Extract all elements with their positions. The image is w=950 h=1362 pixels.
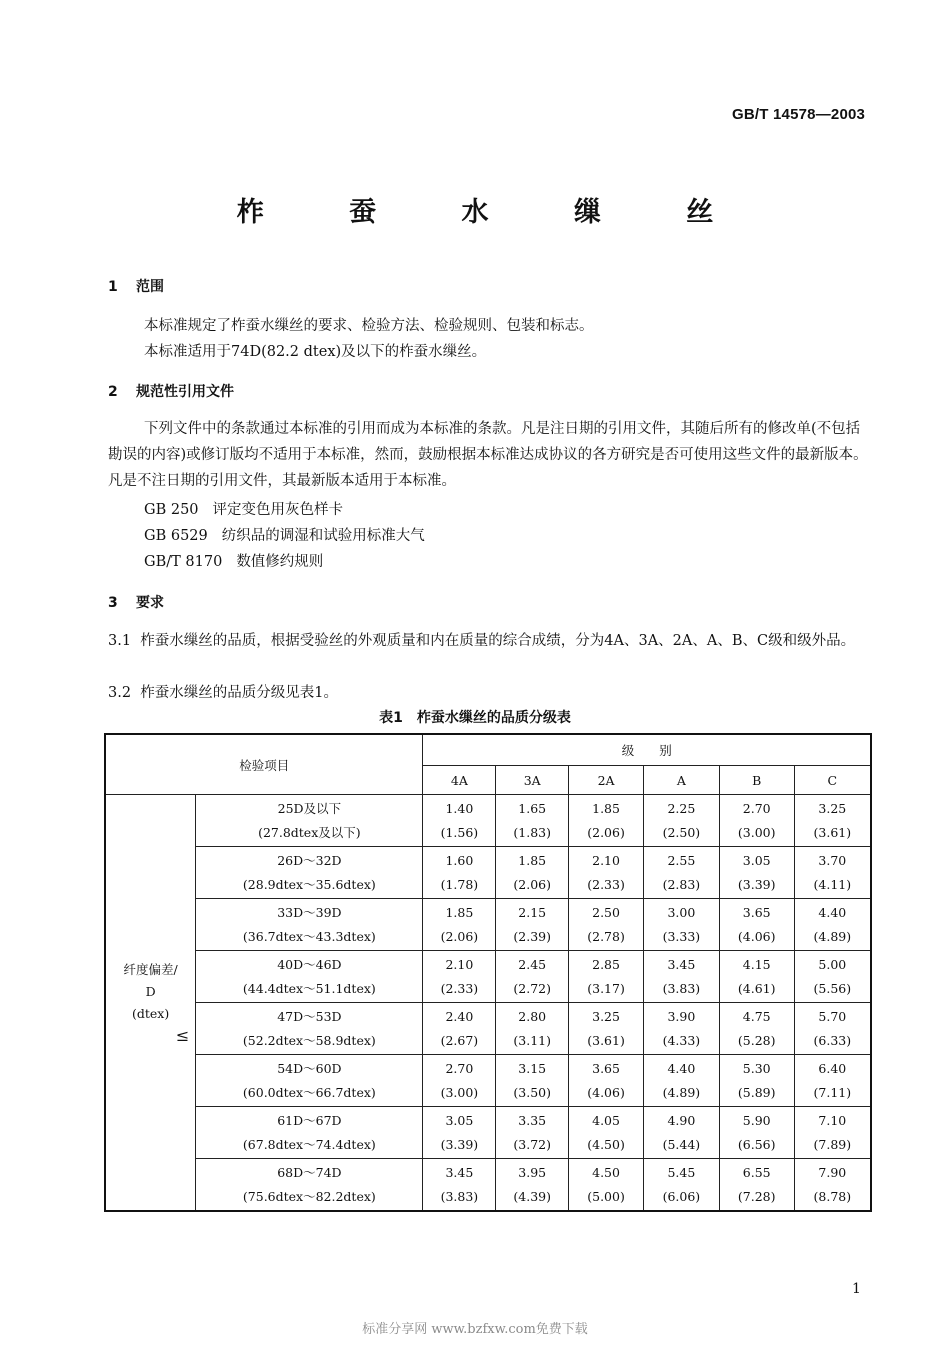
deviation-value-cell <box>794 951 871 1003</box>
deviation-d-value: 1.85 <box>592 800 620 816</box>
deviation-value-cell <box>496 951 569 1003</box>
deviation-dtex-value: (3.61) <box>587 1032 625 1048</box>
deviation-d-value: 2.70 <box>742 800 771 816</box>
grade-header: C <box>794 766 871 795</box>
deviation-value-cell <box>423 951 496 1003</box>
deviation-value-cell <box>719 951 794 1003</box>
section-number: 3 <box>108 595 118 611</box>
deviation-value-cell <box>643 1159 719 1212</box>
deviation-value-cell <box>719 1107 794 1159</box>
deviation-dtex-value: (6.56) <box>737 1136 776 1152</box>
deviation-value-cell <box>496 1107 569 1159</box>
deviation-d-value: 2.50 <box>592 904 620 920</box>
deviation-dtex-value: (3.33) <box>662 928 701 944</box>
row-group-label <box>105 795 196 1212</box>
fineness-range-text: (28.9dtex～35.6dtex) <box>242 876 376 892</box>
deviation-dtex-value: (5.28) <box>737 1032 776 1048</box>
fineness-range-text: 68D～74D <box>277 1164 342 1180</box>
deviation-d-value: 3.65 <box>592 1060 620 1076</box>
deviation-d-value: 2.25 <box>667 800 696 816</box>
deviation-value-cell <box>496 1055 569 1107</box>
table-row <box>105 847 871 899</box>
deviation-value-cell <box>423 847 496 899</box>
deviation-d-value: 5.30 <box>742 1060 771 1076</box>
deviation-d-value: 2.70 <box>445 1060 474 1076</box>
deviation-dtex-value: (2.06) <box>587 824 625 840</box>
deviation-d-value: 3.65 <box>742 904 771 920</box>
section-number: 1 <box>108 279 118 295</box>
deviation-d-value: 3.45 <box>445 1164 474 1180</box>
clause-number: 3.2 <box>108 685 132 701</box>
deviation-value-cell <box>496 1159 569 1212</box>
deviation-d-value: 1.60 <box>445 852 474 868</box>
fineness-range-text: (27.8dtex及以下) <box>258 824 361 840</box>
deviation-dtex-value: (1.83) <box>513 824 552 840</box>
fineness-range-cell <box>196 1159 423 1212</box>
section-2-paragraph: 下列文件中的条款通过本标准的引用而成为本标准的条款。凡是注日期的引用文件，其随后所有的修改单(不包括勘误的内容)或修订版均不适用于本标准，然而，鼓励根据本标准达成协议的各方研究是否可使用这些文件的最新版本。凡是不注日期的引用文件，其最新版本适用于本标准。 <box>108 421 868 489</box>
header-item-cell: 检验项目 <box>105 734 423 795</box>
deviation-dtex-value: (3.11) <box>513 1032 552 1048</box>
deviation-dtex-value: (2.33) <box>587 876 625 892</box>
deviation-d-value: 3.95 <box>518 1164 547 1180</box>
fineness-range-text: 33D～39D <box>277 904 342 920</box>
reference-code: GB/T 8170 <box>144 554 223 570</box>
deviation-value-cell <box>423 1107 496 1159</box>
deviation-d-value: 3.05 <box>742 852 771 868</box>
deviation-dtex-value: (6.33) <box>813 1032 852 1048</box>
grade-table <box>104 733 872 1212</box>
deviation-d-value: 3.70 <box>818 852 847 868</box>
deviation-value-cell <box>569 1003 644 1055</box>
deviation-dtex-value: (4.11) <box>813 876 852 892</box>
fineness-range-text: 54D～60D <box>277 1060 342 1076</box>
deviation-d-value: 3.05 <box>445 1112 474 1128</box>
deviation-dtex-value: (3.83) <box>662 980 701 996</box>
reference-name: 评定变色用灰色样卡 <box>212 502 344 518</box>
deviation-d-value: 4.05 <box>592 1112 620 1128</box>
deviation-d-value: 3.25 <box>592 1008 620 1024</box>
fineness-range-text: (60.0dtex～66.7dtex) <box>242 1084 376 1100</box>
deviation-value-cell <box>569 1055 644 1107</box>
deviation-d-value: 2.45 <box>518 956 547 972</box>
deviation-dtex-value: (2.39) <box>513 928 552 944</box>
section-2-heading <box>108 381 234 401</box>
section-3-heading <box>108 592 164 612</box>
deviation-value-cell <box>794 1003 871 1055</box>
fineness-range-text: (52.2dtex～58.9dtex) <box>242 1032 376 1048</box>
deviation-dtex-value: (1.56) <box>440 824 479 840</box>
reference-item <box>144 498 343 519</box>
deviation-value-cell <box>719 795 794 847</box>
row-group-label-line: (dtex) <box>132 1005 170 1021</box>
deviation-dtex-value: (3.00) <box>440 1084 479 1100</box>
deviation-value-cell <box>643 795 719 847</box>
deviation-value-cell <box>423 899 496 951</box>
deviation-d-value: 3.90 <box>667 1008 696 1024</box>
fineness-range-cell <box>196 1055 423 1107</box>
deviation-dtex-value: (5.89) <box>737 1084 776 1100</box>
deviation-dtex-value: (4.89) <box>662 1084 701 1100</box>
deviation-dtex-value: (2.78) <box>587 928 625 944</box>
deviation-value-cell <box>496 847 569 899</box>
section-title: 规范性引用文件 <box>136 384 234 400</box>
deviation-d-value: 5.90 <box>742 1112 771 1128</box>
grade-header: 4A <box>423 766 496 795</box>
deviation-dtex-value: (2.50) <box>662 824 701 840</box>
deviation-d-value: 2.10 <box>592 852 620 868</box>
fineness-range-text: (75.6dtex～82.2dtex) <box>242 1188 376 1204</box>
table-header-row <box>105 734 871 766</box>
deviation-d-value: 4.15 <box>742 956 771 972</box>
deviation-value-cell <box>569 795 644 847</box>
reference-code: GB 6529 <box>144 528 208 544</box>
grade-header: B <box>719 766 794 795</box>
fineness-range-text: 25D及以下 <box>277 800 342 816</box>
deviation-d-value: 3.00 <box>667 904 696 920</box>
deviation-d-value: 5.00 <box>818 956 847 972</box>
deviation-value-cell <box>643 1107 719 1159</box>
table-row <box>105 795 871 847</box>
deviation-value-cell <box>496 1003 569 1055</box>
deviation-d-value: 7.90 <box>818 1164 847 1180</box>
deviation-value-cell <box>423 795 496 847</box>
clause-number: 3.1 <box>108 633 132 649</box>
table-caption: 表1 柞蚕水缫丝的品质分级表 <box>379 710 571 726</box>
deviation-d-value: 6.40 <box>818 1060 847 1076</box>
deviation-value-cell <box>569 951 644 1003</box>
fineness-range-cell <box>196 795 423 847</box>
deviation-d-value: 2.80 <box>518 1008 547 1024</box>
deviation-dtex-value: (3.61) <box>813 824 852 840</box>
clause-text: 柞蚕水缫丝的品质分级见表1。 <box>140 685 339 701</box>
deviation-d-value: 4.40 <box>667 1060 696 1076</box>
deviation-d-value: 7.10 <box>818 1112 847 1128</box>
deviation-d-value: 6.55 <box>742 1164 771 1180</box>
deviation-value-cell <box>643 1055 719 1107</box>
deviation-d-value: 4.40 <box>818 904 847 920</box>
deviation-dtex-value: (4.61) <box>737 980 776 996</box>
deviation-d-value: 4.75 <box>742 1008 771 1024</box>
section-number: 2 <box>108 384 118 400</box>
deviation-value-cell <box>794 1107 871 1159</box>
section-1-paragraph-2: 本标准适用于74D(82.2 dtex)及以下的柞蚕水缫丝。 <box>144 344 487 360</box>
deviation-dtex-value: (4.33) <box>662 1032 701 1048</box>
fineness-range-text: 26D～32D <box>277 852 342 868</box>
row-group-label-line: D <box>145 983 156 999</box>
section-1-heading <box>108 276 164 296</box>
deviation-d-value: 3.45 <box>667 956 696 972</box>
table-row <box>105 1055 871 1107</box>
deviation-d-value: 2.15 <box>518 904 547 920</box>
deviation-d-value: 3.15 <box>518 1060 547 1076</box>
fineness-range-text: 47D～53D <box>277 1008 342 1024</box>
deviation-dtex-value: (3.17) <box>587 980 625 996</box>
deviation-dtex-value: (2.06) <box>440 928 479 944</box>
deviation-value-cell <box>569 1107 644 1159</box>
fineness-range-text: (67.8dtex～74.4dtex) <box>242 1136 376 1152</box>
standard-number: GB/T 14578—2003 <box>732 106 866 123</box>
deviation-dtex-value: (3.72) <box>513 1136 552 1152</box>
deviation-value-cell <box>423 1055 496 1107</box>
fineness-range-text: 40D～46D <box>277 956 342 972</box>
row-group-label-line: 纤度偏差/ <box>123 961 178 977</box>
deviation-dtex-value: (4.39) <box>513 1188 552 1204</box>
table-row <box>105 951 871 1003</box>
deviation-dtex-value: (1.78) <box>440 876 479 892</box>
deviation-value-cell <box>794 847 871 899</box>
deviation-d-value: 5.70 <box>818 1008 847 1024</box>
deviation-value-cell <box>643 899 719 951</box>
deviation-d-value: 3.25 <box>818 800 847 816</box>
deviation-d-value: 1.85 <box>518 852 547 868</box>
deviation-d-value: 2.10 <box>445 956 474 972</box>
deviation-dtex-value: (3.39) <box>440 1136 479 1152</box>
deviation-d-value: 5.45 <box>667 1164 696 1180</box>
deviation-dtex-value: (3.00) <box>737 824 776 840</box>
fineness-range-cell <box>196 847 423 899</box>
deviation-dtex-value: (5.00) <box>587 1188 625 1204</box>
deviation-value-cell <box>569 899 644 951</box>
deviation-value-cell <box>423 1159 496 1212</box>
deviation-value-cell <box>643 847 719 899</box>
deviation-value-cell <box>569 1159 644 1212</box>
deviation-dtex-value: (5.44) <box>662 1136 701 1152</box>
deviation-value-cell <box>794 1159 871 1212</box>
deviation-d-value: 1.85 <box>445 904 474 920</box>
reference-item <box>144 550 323 571</box>
deviation-value-cell <box>643 1003 719 1055</box>
deviation-dtex-value: (2.06) <box>513 876 552 892</box>
deviation-d-value: 2.85 <box>592 956 620 972</box>
deviation-dtex-value: (3.50) <box>513 1084 552 1100</box>
header-grade-cell: 级 别 <box>423 734 871 766</box>
deviation-d-value: 2.40 <box>445 1008 474 1024</box>
deviation-dtex-value: (6.06) <box>662 1188 701 1204</box>
deviation-dtex-value: (7.89) <box>813 1136 852 1152</box>
deviation-value-cell <box>794 795 871 847</box>
deviation-d-value: 4.90 <box>667 1112 696 1128</box>
table-row <box>105 1159 871 1212</box>
deviation-d-value: 1.65 <box>518 800 547 816</box>
deviation-dtex-value: (7.11) <box>813 1084 852 1100</box>
deviation-dtex-value: (4.50) <box>587 1136 625 1152</box>
fineness-range-cell <box>196 1107 423 1159</box>
deviation-dtex-value: (8.78) <box>813 1188 852 1204</box>
fineness-range-text: 61D～67D <box>277 1112 342 1128</box>
deviation-value-cell <box>719 1159 794 1212</box>
deviation-dtex-value: (3.83) <box>440 1188 479 1204</box>
deviation-value-cell <box>496 795 569 847</box>
grade-header: 2A <box>569 766 644 795</box>
document-title: 柞 蚕 水 缫 丝 <box>236 197 752 228</box>
clause-text: 柞蚕水缫丝的品质，根据受验丝的外观质量和内在质量的综合成绩，分为4A、3A、2A、A、B、C级和级外品。 <box>140 633 856 649</box>
deviation-d-value: 1.40 <box>445 800 474 816</box>
grade-header: A <box>643 766 719 795</box>
fineness-range-text: (36.7dtex～43.3dtex) <box>242 928 376 944</box>
deviation-dtex-value: (2.33) <box>440 980 479 996</box>
section-title: 要求 <box>136 595 164 611</box>
deviation-dtex-value: (2.72) <box>513 980 552 996</box>
deviation-dtex-value: (5.56) <box>813 980 852 996</box>
deviation-value-cell <box>719 1003 794 1055</box>
row-group-label-line: ≤ <box>175 1025 190 1045</box>
grade-header: 3A <box>496 766 569 795</box>
fineness-range-cell <box>196 951 423 1003</box>
deviation-value-cell <box>423 1003 496 1055</box>
page-number: 1 <box>852 1281 861 1297</box>
fineness-range-cell <box>196 1003 423 1055</box>
deviation-value-cell <box>569 847 644 899</box>
deviation-value-cell <box>794 899 871 951</box>
reference-code: GB 250 <box>144 502 199 518</box>
fineness-range-text: (44.4dtex～51.1dtex) <box>242 980 376 996</box>
deviation-d-value: 4.50 <box>592 1164 620 1180</box>
section-1-paragraph-1: 本标准规定了柞蚕水缫丝的要求、检验方法、检验规则、包装和标志。 <box>144 318 594 334</box>
reference-name: 数值修约规则 <box>236 554 324 570</box>
table-row <box>105 1003 871 1055</box>
deviation-value-cell <box>719 899 794 951</box>
deviation-d-value: 2.55 <box>667 852 696 868</box>
clause-3-1 <box>108 628 874 654</box>
deviation-value-cell <box>794 1055 871 1107</box>
deviation-value-cell <box>643 951 719 1003</box>
deviation-d-value: 3.35 <box>518 1112 547 1128</box>
deviation-value-cell <box>496 899 569 951</box>
table-row <box>105 899 871 951</box>
deviation-dtex-value: (4.89) <box>813 928 852 944</box>
deviation-dtex-value: (2.83) <box>662 876 701 892</box>
deviation-dtex-value: (4.06) <box>587 1084 625 1100</box>
deviation-dtex-value: (3.39) <box>737 876 776 892</box>
reference-item <box>144 524 425 545</box>
deviation-value-cell <box>719 1055 794 1107</box>
reference-name: 纺织品的调湿和试验用标准大气 <box>221 528 425 544</box>
watermark-footer: 标准分享网 www.bzfxw.com免费下载 <box>362 1322 588 1337</box>
fineness-range-cell <box>196 899 423 951</box>
section-title: 范围 <box>136 279 164 295</box>
deviation-dtex-value: (4.06) <box>737 928 776 944</box>
deviation-value-cell <box>719 847 794 899</box>
table-row <box>105 1107 871 1159</box>
clause-3-2 <box>108 680 338 706</box>
deviation-dtex-value: (7.28) <box>737 1188 776 1204</box>
deviation-dtex-value: (2.67) <box>440 1032 479 1048</box>
